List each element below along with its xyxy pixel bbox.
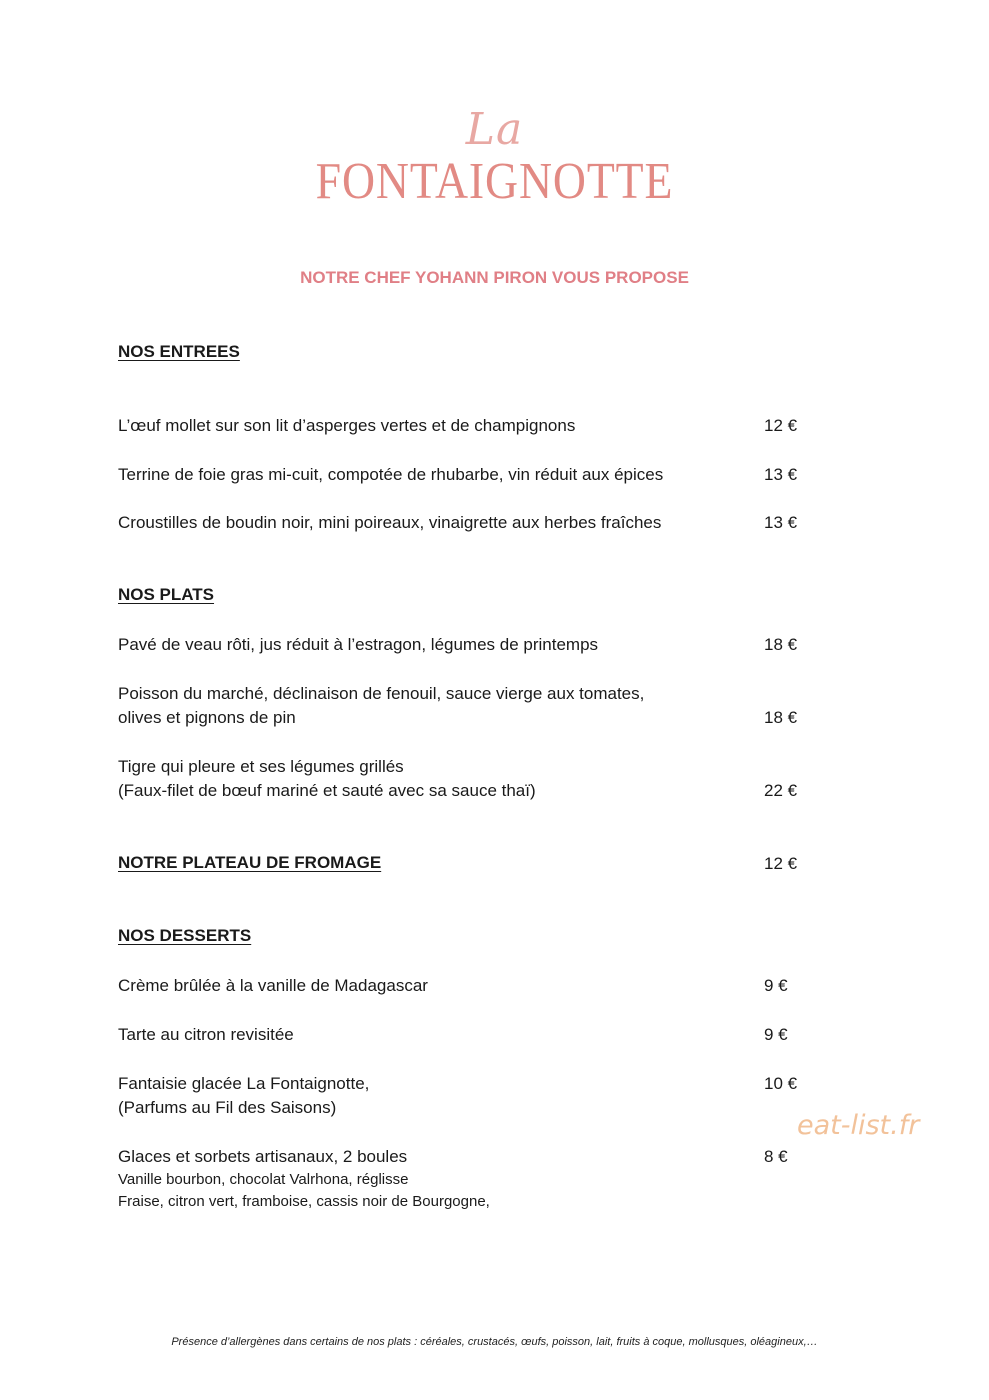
menu-item-name: Terrine de foie gras mi-cuit, compotée de rhubarbe, vin réduit aux épices — [118, 465, 664, 484]
menu-item-price: 12 € — [764, 416, 798, 435]
menu-item-price: 18 € — [764, 635, 798, 654]
logo-name-text: FONTAIGNOTTE — [315, 153, 674, 210]
section-heading-desserts: NOS DESSERTS — [118, 926, 252, 945]
menu-item-price: 13 € — [764, 513, 798, 532]
menu-item-flavors-line: Fraise, citron vert, framboise, cassis noir de Bourgogne, — [118, 1193, 490, 1210]
menu-item-price: 13 € — [764, 465, 798, 484]
restaurant-logo — [0, 104, 989, 210]
section-heading-entrees: NOS ENTREES — [118, 342, 240, 361]
menu-item-price: 22 € — [764, 781, 798, 800]
menu-item-name: Croustilles de boudin noir, mini poireaux, vinaigrette aux herbes fraîches — [118, 513, 662, 532]
menu-item-price: 9 € — [764, 1025, 788, 1044]
watermark-text: eat-list.fr — [797, 1110, 920, 1141]
menu-item-name-line1: Glaces et sorbets artisanaux, 2 boules — [118, 1147, 408, 1166]
menu-item-name-line1: Fantaisie glacée La Fontaignotte, — [118, 1074, 370, 1093]
menu-item-price: 10 € — [764, 1074, 798, 1093]
menu-item-name: Tarte au citron revisitée — [118, 1025, 294, 1044]
fromage-price: 12 € — [764, 854, 798, 873]
menu-item-flavors-line: Vanille bourbon, chocolat Valrhona, réglisse — [118, 1171, 409, 1188]
menu-item-price: 9 € — [764, 976, 788, 995]
menu-item-name-line1: Poisson du marché, déclinaison de fenouil, sauce vierge aux tomates, — [118, 684, 645, 703]
menu-item-name-line2: (Faux-filet de bœuf mariné et sauté avec sa sauce thaï) — [118, 781, 536, 800]
menu-item-name: Crème brûlée à la vanille de Madagascar — [118, 976, 428, 995]
menu-item-name-line2: olives et pignons de pin — [118, 708, 296, 727]
section-heading-plats: NOS PLATS — [118, 585, 215, 604]
menu-item-price: 8 € — [764, 1147, 788, 1166]
logo-script-text: La — [465, 104, 524, 155]
menu-item-price: 18 € — [764, 708, 798, 727]
menu-item-name: Pavé de veau rôti, jus réduit à l’estragon, légumes de printemps — [118, 635, 599, 654]
menu-item-name-line2: (Parfums au Fil des Saisons) — [118, 1098, 337, 1117]
menu-item-name: L’œuf mollet sur son lit d’asperges vertes et de champignons — [118, 416, 576, 435]
menu-item-name-line1: Tigre qui pleure et ses légumes grillés — [118, 757, 404, 776]
allergen-footer: Présence d’allergènes dans certains de nos plats : céréales, crustacés, œufs, poisson, lait, fruits à coque, mollusques, oléagineux,… — [171, 1336, 818, 1348]
chef-subtitle: NOTRE CHEF YOHANN PIRON VOUS PROPOSE — [300, 268, 689, 287]
section-heading-fromage: NOTRE PLATEAU DE FROMAGE — [118, 853, 382, 872]
